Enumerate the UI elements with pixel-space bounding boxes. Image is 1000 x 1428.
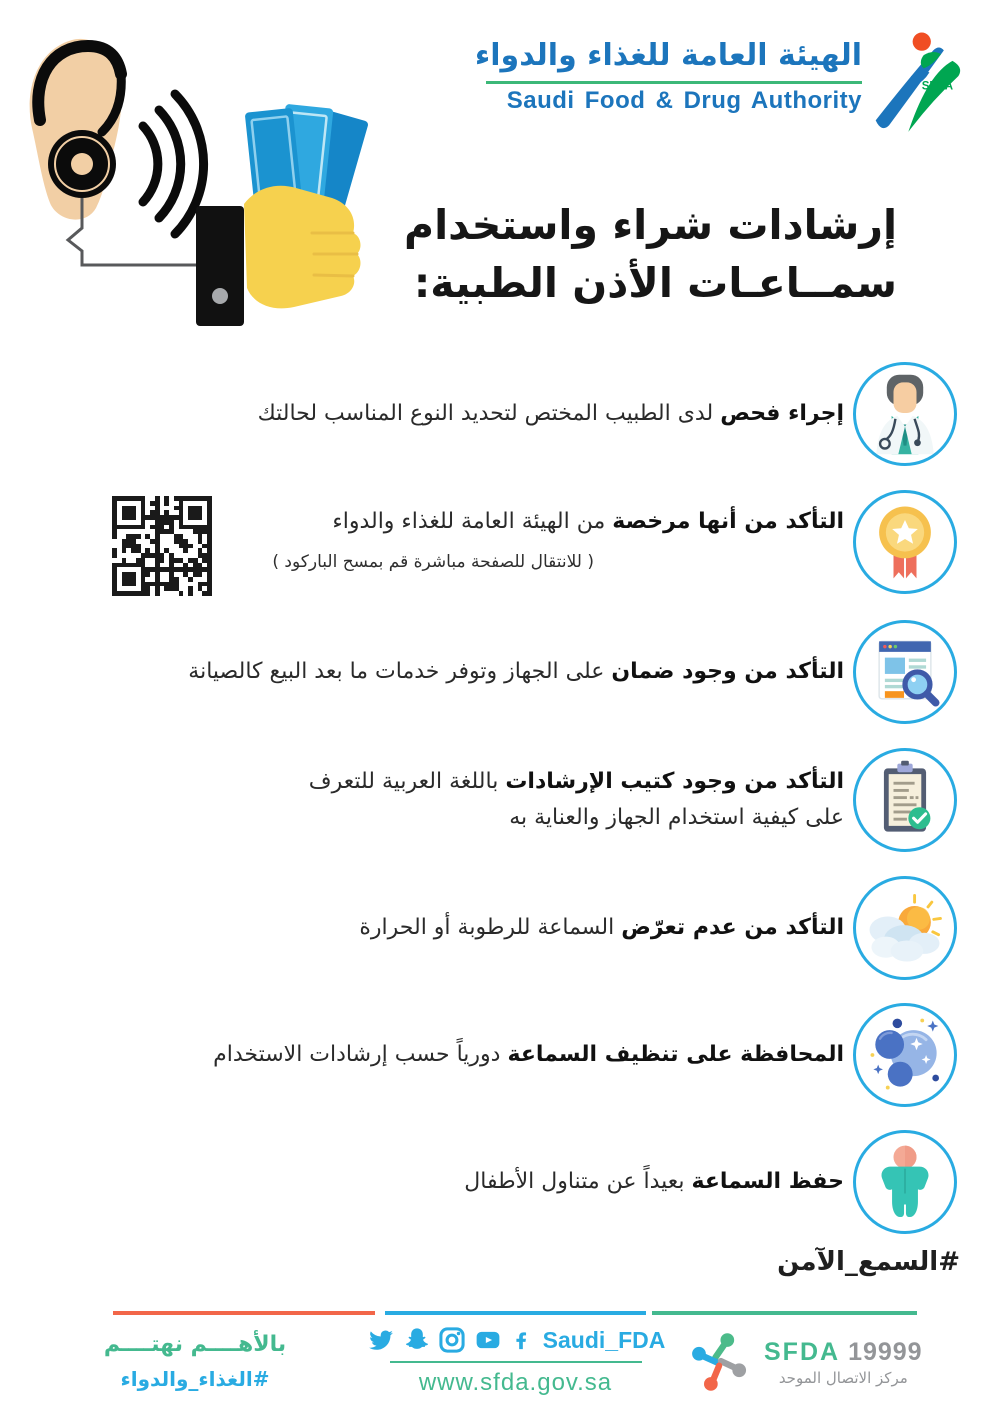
guideline-rest: السماعة للرطوبة أو الحرارة	[359, 915, 615, 940]
guideline-item-warranty	[188, 620, 957, 724]
page-title-line1: إرشادات شراء واستخدام	[404, 201, 897, 249]
footer-callcenter-block	[688, 1330, 923, 1394]
humidity-heat-icon	[853, 876, 957, 980]
ear-icon	[30, 39, 122, 220]
campaign-hashtag: #السمع_الآمن	[777, 1247, 960, 1277]
guideline-item-license	[272, 490, 957, 594]
guideline-item-cleaning	[213, 1003, 957, 1107]
guideline-item-children	[464, 1130, 957, 1234]
footer-slogan-block	[88, 1332, 302, 1391]
hand-holding-money-icon	[196, 186, 360, 326]
guideline-rest: دورياً حسب إرشادات الاستخدام	[213, 1042, 501, 1067]
twitter-icon	[366, 1327, 396, 1353]
warranty-search-icon	[853, 620, 957, 724]
instagram-icon	[438, 1326, 466, 1354]
sfda-logo-icon	[868, 26, 964, 138]
org-name-english: Saudi Food & Drug Authority	[506, 87, 862, 114]
guideline-rest: من الهيئة العامة للغذاء والدواء	[332, 509, 606, 534]
guideline-rest: لدى الطبيب المختص لتحديد النوع المناسب لحالتك	[257, 401, 714, 426]
sfda-logo-label: SFDA	[921, 80, 954, 93]
social-handle: Saudi_FDA	[542, 1326, 666, 1353]
guideline-item-exam	[258, 362, 957, 466]
snapchat-icon	[403, 1326, 431, 1354]
call-center-text	[764, 1338, 923, 1387]
footer-divider-orange	[113, 1311, 375, 1315]
doctor-icon	[853, 362, 957, 466]
barcode-note: ( للانتقال للصفحة مباشرة قم بمسح الباركود )	[272, 552, 594, 572]
header-divider	[486, 81, 862, 84]
call-center-number: 19999	[848, 1337, 923, 1366]
guideline-rest: على الجهاز وتوفر خدمات ما بعد البيع كالصيانة	[188, 659, 605, 684]
guideline-bold: التأكد من أنها مرخصة	[612, 509, 844, 534]
page-title	[404, 196, 897, 312]
call-center-label: مركز الاتصال الموحد	[778, 1368, 908, 1387]
footer-slogan: بالأهــــم نهتــــم	[103, 1332, 287, 1357]
guideline-bold: التأكد من عدم تعرّض	[621, 915, 844, 940]
call-center-name: SFDA	[764, 1337, 841, 1366]
guideline-item-humidity	[359, 876, 957, 980]
cleaning-bubbles-icon	[853, 1003, 957, 1107]
social-divider	[390, 1361, 642, 1363]
guideline-text	[359, 910, 844, 946]
baby-icon	[853, 1130, 957, 1234]
guideline-bold: المحافظة على تنظيف السماعة	[507, 1042, 844, 1067]
license-medal-icon	[853, 490, 957, 594]
call-center-logo-icon	[688, 1330, 752, 1394]
manual-clipboard-icon	[853, 748, 957, 852]
guideline-text	[188, 654, 844, 690]
guideline-text	[284, 764, 844, 836]
org-name-arabic: الهيئة العامة للغذاء والدواء	[474, 38, 862, 73]
qr-code	[112, 496, 212, 596]
footer-divider-green	[652, 1311, 917, 1315]
hearing-aid-purchase-illustration	[12, 22, 368, 334]
sound-waves-icon	[143, 94, 204, 234]
youtube-icon	[473, 1327, 503, 1353]
footer-hashtag: #الغذاء_والدواء	[120, 1367, 270, 1391]
guideline-item-manual	[284, 748, 957, 852]
website-url: www.sfda.gov.sa	[418, 1369, 613, 1396]
guideline-rest: بعيداً عن متناول الأطفال	[464, 1169, 685, 1194]
guideline-bold: إجراء فحص	[720, 401, 844, 426]
footer-social-block	[385, 1326, 666, 1397]
social-row	[366, 1326, 666, 1354]
guideline-text	[464, 1164, 844, 1200]
guideline-rest: باللغة العربية للتعرف على كيفية استخدام الجهاز والعناية به	[308, 769, 844, 830]
guideline-bold: حفظ السماعة	[691, 1169, 844, 1194]
guideline-bold: التأكد من وجود كتيب الإرشادات	[505, 769, 844, 794]
guideline-text	[213, 1037, 844, 1073]
footer-divider-blue	[385, 1311, 646, 1315]
page-title-line2: سمــاعـات الأذن الطبية:	[413, 259, 897, 307]
guideline-bold: التأكد من وجود ضمان	[611, 659, 844, 684]
guideline-text	[272, 504, 844, 580]
facebook-icon	[510, 1326, 532, 1354]
guideline-text	[258, 396, 844, 432]
